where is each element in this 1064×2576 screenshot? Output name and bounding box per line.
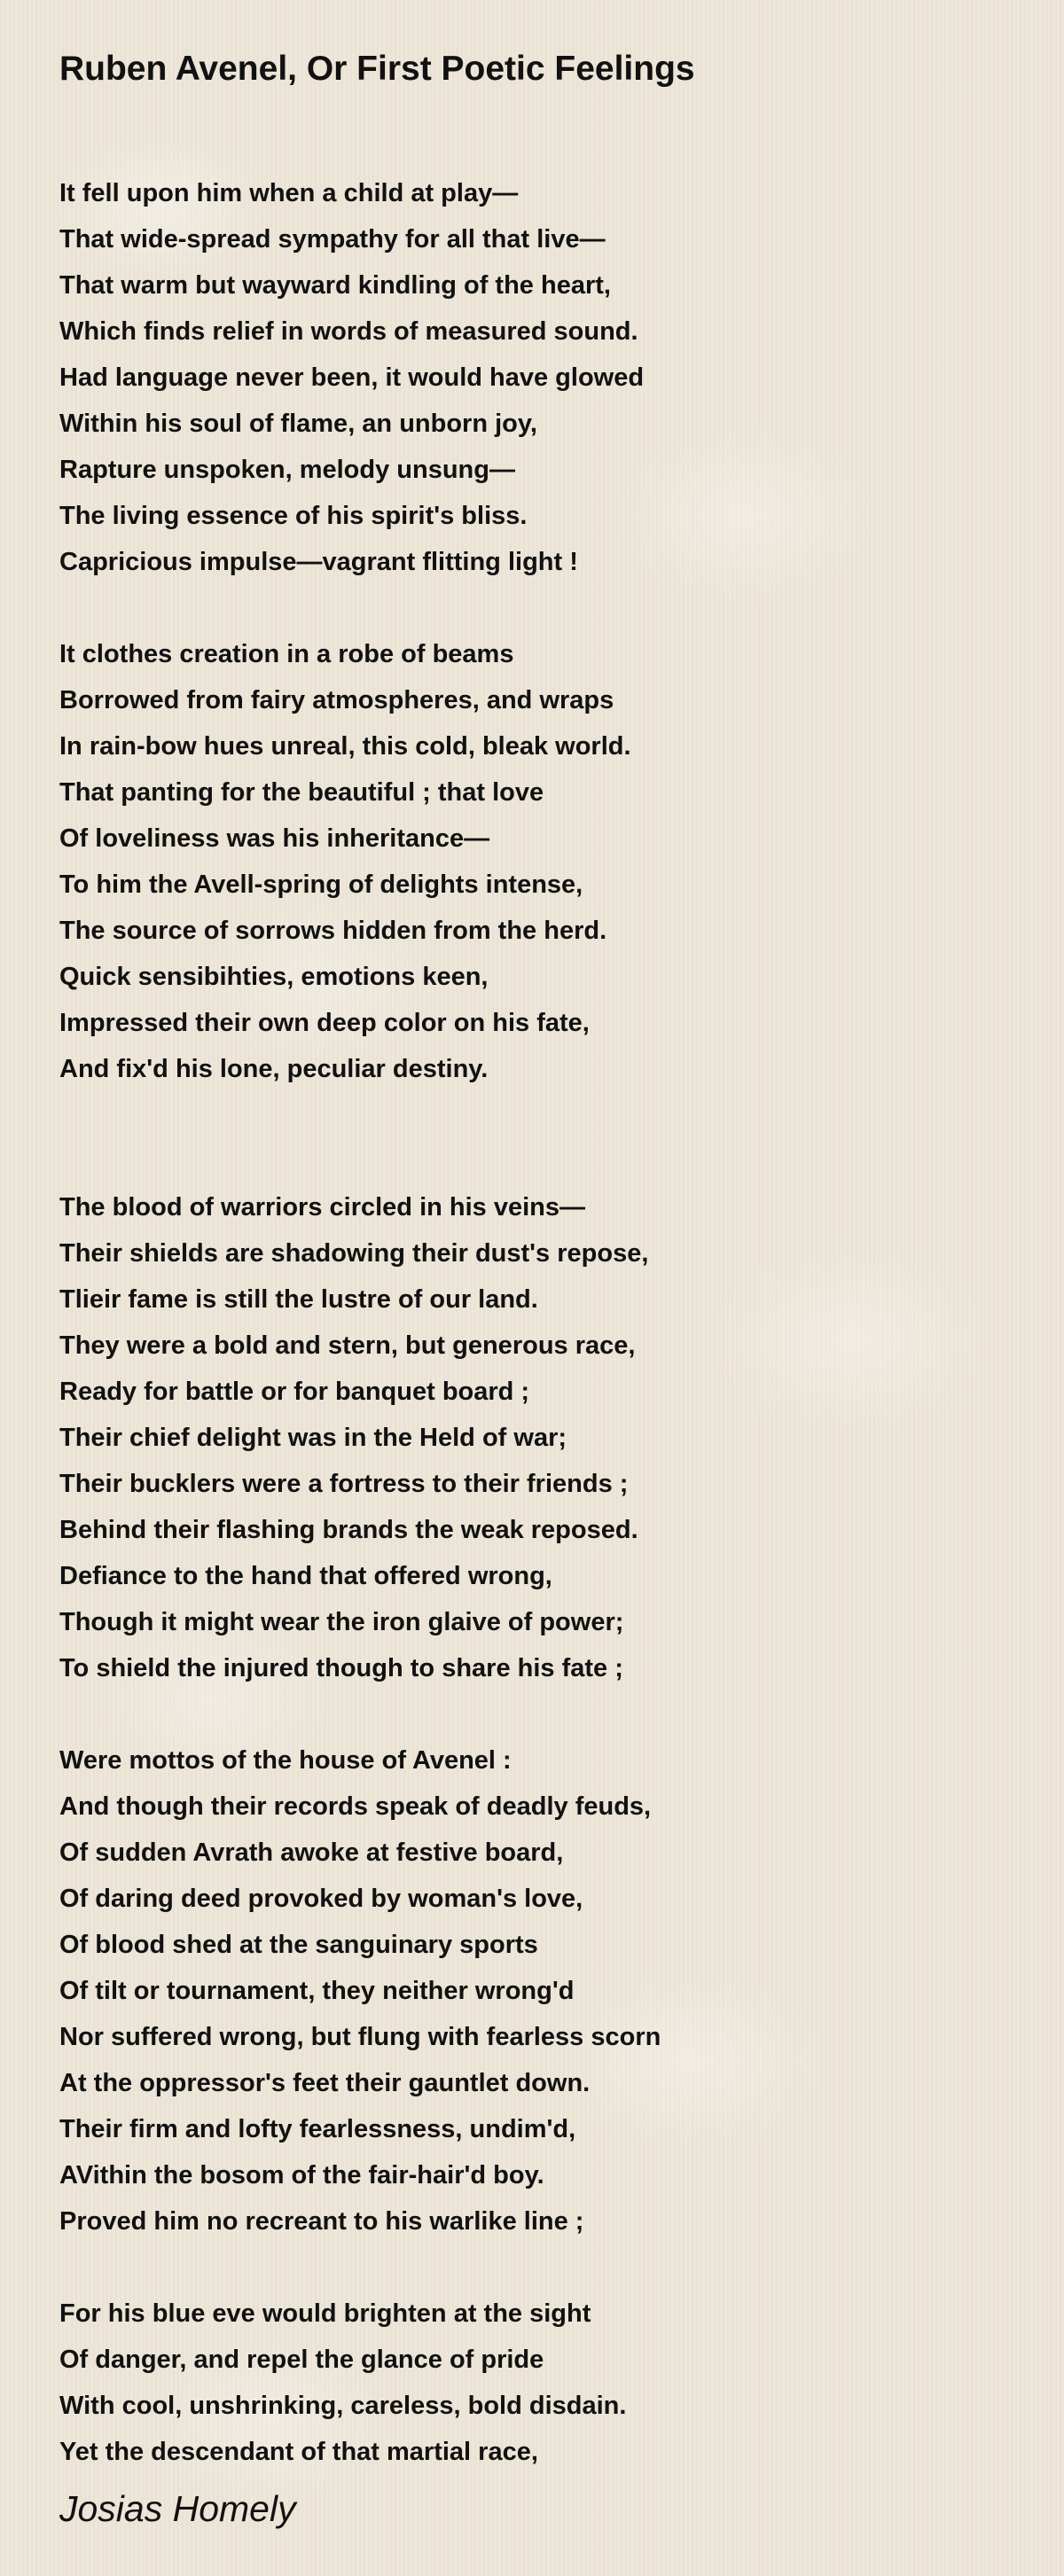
stanza-5 [59, 2291, 1017, 2475]
poem-line: In rain-bow hues unreal, this cold, bleak world. [59, 732, 631, 761]
poem-line: Behind their flashing brands the weak reposed. [59, 1516, 638, 1544]
poem-author: Josias Homely [59, 2488, 296, 2529]
poem-title: Ruben Avenel, Or First Poetic Feelings [59, 50, 695, 88]
poem-line: That warm but wayward kindling of the heart, [59, 271, 611, 300]
poem-line: The source of sorrows hidden from the herd. [59, 917, 607, 945]
poem-line: Were mottos of the house of Avenel : [59, 1746, 512, 1775]
poem-line: At the oppressor's feet their gauntlet down. [59, 2069, 591, 2097]
poem-line: Of danger, and repel the glance of pride [59, 2346, 544, 2374]
stanza-break [59, 1691, 1017, 1737]
poem-line: Of daring deed provoked by woman's love, [59, 1885, 583, 1913]
poem-line: And though their records speak of deadly feuds, [59, 1792, 652, 1821]
poem-body [59, 170, 1017, 2475]
poem-line: Tlieir fame is still the lustre of our land. [59, 1285, 538, 1314]
poem-line: For his blue eve would brighten at the sight [59, 2299, 591, 2328]
poem-line: That panting for the beautiful ; that love [59, 778, 544, 807]
poem-line: Of blood shed at the sanguinary sports [59, 1931, 538, 1959]
poem-line: Their bucklers were a fortress to their friends ; [59, 1470, 629, 1498]
poem-line: That wide-spread sympathy for all that live— [59, 225, 606, 254]
poem-line: Of sudden Avrath awoke at festive board, [59, 1838, 564, 1867]
stanza-break [59, 1092, 1017, 1184]
poem-line: Capricious impulse—vagrant flitting light ! [59, 548, 578, 576]
poem-line: Which finds relief in words of measured sound. [59, 317, 638, 346]
poem-line: AVithin the bosom of the fair-hair'd boy. [59, 2161, 544, 2190]
stanza-1 [59, 170, 1017, 585]
stanza-break [59, 585, 1017, 631]
stanza-4 [59, 1737, 1017, 2244]
poem-line: Borrowed from fairy atmospheres, and wraps [59, 686, 614, 714]
poem-line: Though it might wear the iron glaive of power; [59, 1608, 624, 1636]
poem-line: Ready for battle or for banquet board ; [59, 1378, 530, 1406]
poem-line: With cool, unshrinking, careless, bold disdain. [59, 2392, 627, 2420]
poem-line: The blood of warriors circled in his veins— [59, 1193, 586, 1222]
poem-line: Nor suffered wrong, but flung with fearless scorn [59, 2023, 661, 2051]
poem-line: Impressed their own deep color on his fate, [59, 1009, 590, 1037]
poem-line: Yet the descendant of that martial race, [59, 2438, 538, 2466]
poem-line: Within his soul of flame, an unborn joy, [59, 410, 537, 438]
stanza-break [59, 2244, 1017, 2291]
poem-line: And fix'd his lone, peculiar destiny. [59, 1055, 489, 1083]
poem-line: Their chief delight was in the Held of war; [59, 1424, 567, 1452]
poem-line: The living essence of his spirit's bliss. [59, 502, 528, 530]
poem-line: Quick sensibihties, emotions keen, [59, 963, 489, 991]
poem-line: They were a bold and stern, but generous race, [59, 1331, 636, 1360]
poem-line: Their firm and lofty fearlessness, undim'd, [59, 2115, 576, 2143]
poem-line: It clothes creation in a robe of beams [59, 640, 514, 668]
poem-line: To shield the injured though to share his fate ; [59, 1654, 623, 1682]
stanza-3 [59, 1184, 1017, 1691]
poem-line: Their shields are shadowing their dust's repose, [59, 1239, 649, 1268]
stanza-2 [59, 631, 1017, 1092]
poem-line: Of tilt or tournament, they neither wrong'd [59, 1977, 575, 2005]
poem-line: Rapture unspoken, melody unsung— [59, 456, 515, 484]
poem-line: To him the Avell-spring of delights intense, [59, 870, 583, 899]
poem-line: Defiance to the hand that offered wrong, [59, 1562, 552, 1590]
poem-line: Had language never been, it would have glowed [59, 363, 645, 392]
poem-page [59, 43, 1017, 2475]
poem-line: Of loveliness was his inheritance— [59, 824, 490, 853]
poem-line: It fell upon him when a child at play— [59, 179, 519, 207]
poem-line: Proved him no recreant to his warlike line ; [59, 2207, 584, 2236]
